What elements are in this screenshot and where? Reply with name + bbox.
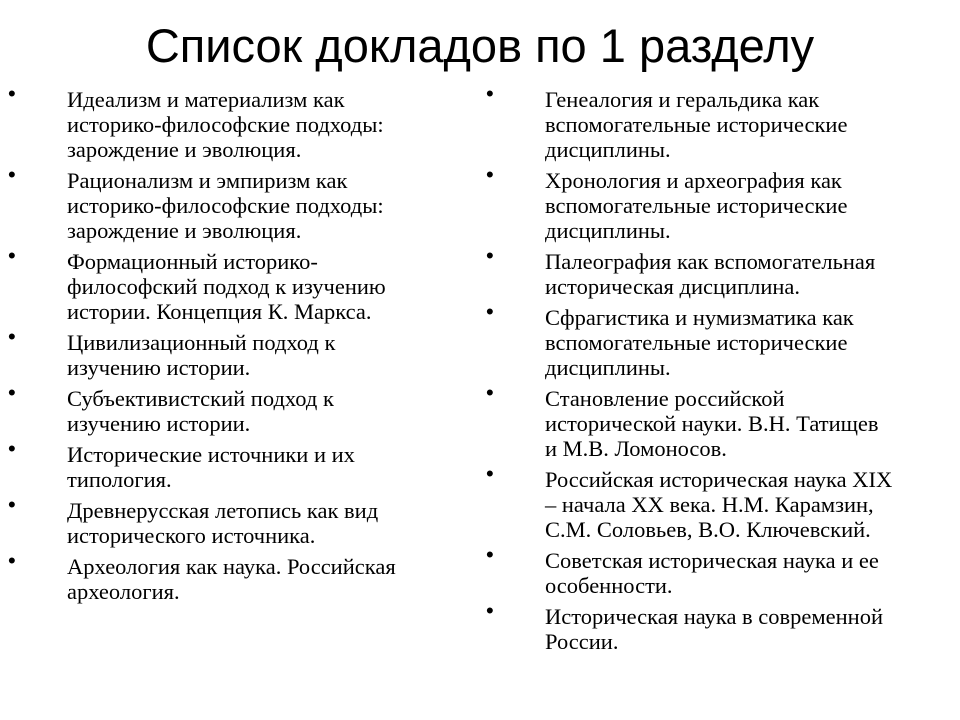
topic-text: Советская историческая наука и ее особенности. bbox=[545, 548, 879, 598]
list-item bbox=[486, 542, 956, 598]
topic-text: Палеография как вспомогательная историческая дисциплина. bbox=[545, 249, 876, 299]
bullet-icon: • bbox=[8, 324, 16, 349]
list-item bbox=[8, 492, 468, 548]
list-item bbox=[8, 81, 468, 162]
topic-text: Исторические источники и их типология. bbox=[67, 442, 355, 492]
topic-text: Рационализм и эмпиризм как историко-философские подходы: зарождение и эволюция. bbox=[67, 168, 384, 243]
topic-text: Археология как наука. Российская археология. bbox=[67, 554, 396, 604]
bullet-icon: • bbox=[8, 492, 16, 517]
topic-text: Древнерусская летопись как вид исторического источника. bbox=[67, 498, 379, 548]
list-item bbox=[8, 548, 468, 604]
bullet-icon: • bbox=[8, 243, 16, 268]
topic-text: Идеализм и материализм как историко-философские подходы: зарождение и эволюция. bbox=[67, 87, 384, 162]
list-item bbox=[8, 436, 468, 492]
bullet-icon: • bbox=[486, 81, 494, 106]
slide-title: Список докладов по 1 разделу bbox=[145, 19, 815, 72]
list-item bbox=[486, 162, 956, 243]
bullet-icon: • bbox=[8, 380, 16, 405]
topic-text: Сфрагистика и нумизматика как вспомогательные исторические дисциплины. bbox=[545, 305, 854, 380]
list-item bbox=[8, 243, 468, 324]
topic-text: Российская историческая наука XIX – начала XX века. Н.М. Карамзин, С.М. Соловьев, В.О. Ключевский. bbox=[545, 467, 893, 542]
topic-text: Хронология и археография как вспомогательные исторические дисциплины. bbox=[545, 168, 848, 243]
list-item bbox=[8, 162, 468, 243]
left-topic-list bbox=[8, 81, 468, 610]
list-item bbox=[8, 380, 468, 436]
bullet-icon: • bbox=[486, 598, 494, 623]
list-item bbox=[486, 461, 956, 542]
topic-text: Цивилизационный подход к изучению истории. bbox=[67, 330, 336, 380]
bullet-icon: • bbox=[486, 243, 494, 268]
list-item bbox=[486, 299, 956, 380]
bullet-icon: • bbox=[8, 162, 16, 187]
bullet-icon: • bbox=[8, 81, 16, 106]
list-item bbox=[486, 243, 956, 299]
bullet-icon: • bbox=[486, 380, 494, 405]
topic-text: Генеалогия и геральдика как вспомогательные исторические дисциплины. bbox=[545, 87, 848, 162]
list-item bbox=[486, 81, 956, 162]
topic-text: Формационный историко- философский подход к изучению истории. Концепция К. Маркса. bbox=[67, 249, 386, 324]
bullet-icon: • bbox=[8, 548, 16, 573]
bullet-icon: • bbox=[486, 461, 494, 486]
right-topic-list bbox=[486, 81, 956, 660]
bullet-icon: • bbox=[486, 542, 494, 567]
topic-text: Становление российской исторической науки. В.Н. Татищев и М.В. Ломоносов. bbox=[545, 386, 879, 461]
bullet-icon: • bbox=[8, 436, 16, 461]
list-item bbox=[486, 598, 956, 654]
bullet-icon: • bbox=[486, 299, 494, 324]
topic-text: Историческая наука в современной России. bbox=[545, 604, 883, 654]
list-item bbox=[486, 380, 956, 461]
list-item bbox=[8, 324, 468, 380]
topic-text: Субъективистский подход к изучению истории. bbox=[67, 386, 334, 436]
bullet-icon: • bbox=[486, 162, 494, 187]
